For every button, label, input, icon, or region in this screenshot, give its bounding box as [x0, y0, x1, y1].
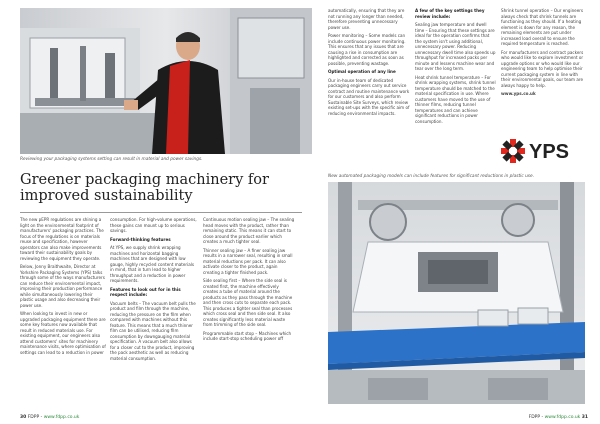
article-headline: Greener packaging machinery for improved sustainability	[20, 172, 269, 204]
yps-url[interactable]: www.yps.co.uk	[501, 91, 536, 96]
right-col2-para: Sealing jaw temperature and dwell time – Ensuring that these settings are ideal for the operation confirms that the system isn't using additional, unnecessary power. Reducing unnecessary dwell time also speeds up throughput for increased packs per minute and lessens machine wear and tear over the long term.	[415, 22, 496, 71]
yps-logo-icon	[501, 136, 585, 166]
left-col3-para: Thinner sealing jaw – A finer sealing jaw results in a narrower seal, resulting in small material reductions per pack. It can also activate closer to the product, again creating a tighter finished pack.	[203, 247, 293, 275]
subheading-optimal-operation: Optimal operation of any line	[328, 69, 396, 74]
footer-brand: FDPP	[27, 415, 40, 420]
left-col1-para: The new pEPR regulations are shining a light on the environmental footprint of manufacturers' packaging practices. The focus of the regulations is on materials reuse and specification, however operators can also make improvements toward their sustainability goals by reviewing the equipment they operate.	[20, 217, 104, 261]
left-col-2	[110, 217, 198, 364]
page-number: 31	[581, 415, 588, 420]
right-footer: FDPP - www.fdpp.co.uk 31	[528, 415, 588, 420]
subheading-key-settings: A few of the key settings they review include:	[415, 8, 485, 19]
packaging-machine-art	[328, 182, 585, 404]
left-col2-para: consumption. For high-volume operations, these gains can mount up to serious savings.	[110, 217, 197, 233]
left-col3-para: Programmable start stop – Machines which include start-stop scheduling power off	[203, 330, 292, 341]
left-col-1	[20, 217, 106, 358]
yps-logo	[501, 136, 585, 166]
right-col1-para: Our in-house team of dedicated packaging engineers carry out service contract and routine maintenance work for our customers and also perform Sustainable Site Surveys, which review existing set-ups with the specific aim of reducing environmental impacts.	[328, 77, 410, 116]
left-col2-para: At YPS, we supply shrink wrapping machines and horizontal bagging machines that are designed with low gauge, highly recycled content materials in mind, that in turn lead to higher throughput and a reduction in power requirements.	[110, 245, 194, 283]
right-col1-para: Power monitoring – Some models can include continuous power monitoring. This ensures that any issues that are causing a rise in consumption are highlighted and corrected as soon as possible, preventing wastage.	[328, 33, 406, 66]
left-col3-para: Continuous motion sealing jaw – The sealing head moves with the product, rather than remaining static. This means it can start to close around the product earlier which creates a much tighter seal.	[203, 217, 295, 244]
footer-url[interactable]: www.fdpp.co.uk	[544, 415, 581, 420]
page-number: 30	[20, 415, 27, 420]
machine-photo-caption: New automated packaging models can include features for significant reductions in plastic use.	[328, 174, 535, 179]
right-col1-para: automatically, ensuring that they are not running any longer than needed, therefore preventing unnecessary power use.	[328, 8, 405, 30]
right-col-2	[415, 8, 497, 127]
right-col3-para: Shrink tunnel operation – Our engineers always check that shrink tunnels are functioning as they should. If a heating element is down for any reason, the remaining elements are put under increased load overall to ensure the required temperature is reached.	[501, 8, 584, 46]
engineer-photo-art	[20, 8, 312, 154]
right-col2-para: Heat shrink tunnel temperature – For shrink wrapping systems, shrink tunnel temperature should be matched to the material specification in use. Where customers have moved to the use of thinner films, reducing tunnel temperatures and can achieve significant reductions in power consumption.	[415, 74, 496, 124]
right-col-3	[501, 8, 585, 100]
packaging-machine-photo	[328, 182, 585, 404]
footer-url[interactable]: www.fdpp.co.uk	[43, 415, 80, 420]
left-col3-para: Side sealing first – Where the side seal is created first, the machine effectively creates a tube of material around the products as they pass through the machine and then cross cuts to separate each pack. This produces a tighter seal than processes which cross seal and then side seal. It also creates significantly less material waste from trimming of the side seal.	[203, 278, 293, 327]
left-footer: 30 FDPP - www.fdpp.co.uk	[20, 415, 80, 420]
left-col-3	[203, 217, 295, 345]
yps-logo-text: YPS	[529, 141, 570, 163]
right-page	[300, 0, 600, 424]
engineer-photo	[20, 8, 312, 154]
engineer-photo-caption: Reviewing your packaging systems setting can result in material and power savings.	[20, 157, 203, 162]
headline-rule	[20, 212, 302, 213]
subheading-forward-thinking: Forward-thinking features	[110, 236, 171, 242]
left-col2-para: Vacuum belts – The vacuum belt pulls the product and film through the machine, reducing the pressure on the film when compared with machines without this feature. This means that a much thinner film can be utilised, reducing film consumption by downgauging material specification. A vacuum belt also allows for a closer cut to the product, improving the pack aesthetic as well as reducing material consumption.	[110, 300, 196, 361]
footer-brand: FDPP	[528, 415, 541, 420]
right-col-1	[328, 8, 410, 119]
left-col1-para: When looking to invest in new or upgraded packaging equipment there are some key features now available that result in reduced materials use. For existing equipment, our engineers also attend customers' sites for machinery maintenance visits, where optimisation of settings can lead to a reduction in power	[20, 311, 106, 355]
left-col1-para: Below, Jonny Braithwaite, Director at Yorkshire Packaging Systems (YPS) talks through some of the ways manufacturers can reduce their environmental impact, improving their production performance while simultaneously lowering their plastic usage and also decreasing their power use.	[20, 264, 105, 308]
right-col3-para: For manufacturers and contract packers who would like to explore investment or upgrade options or who would like our engineering team to help optimise their current packaging system in line with their environmental goals, our team are always happy to help.	[501, 49, 584, 88]
subheading-features: Features to look out for in this respect include:	[110, 286, 181, 297]
